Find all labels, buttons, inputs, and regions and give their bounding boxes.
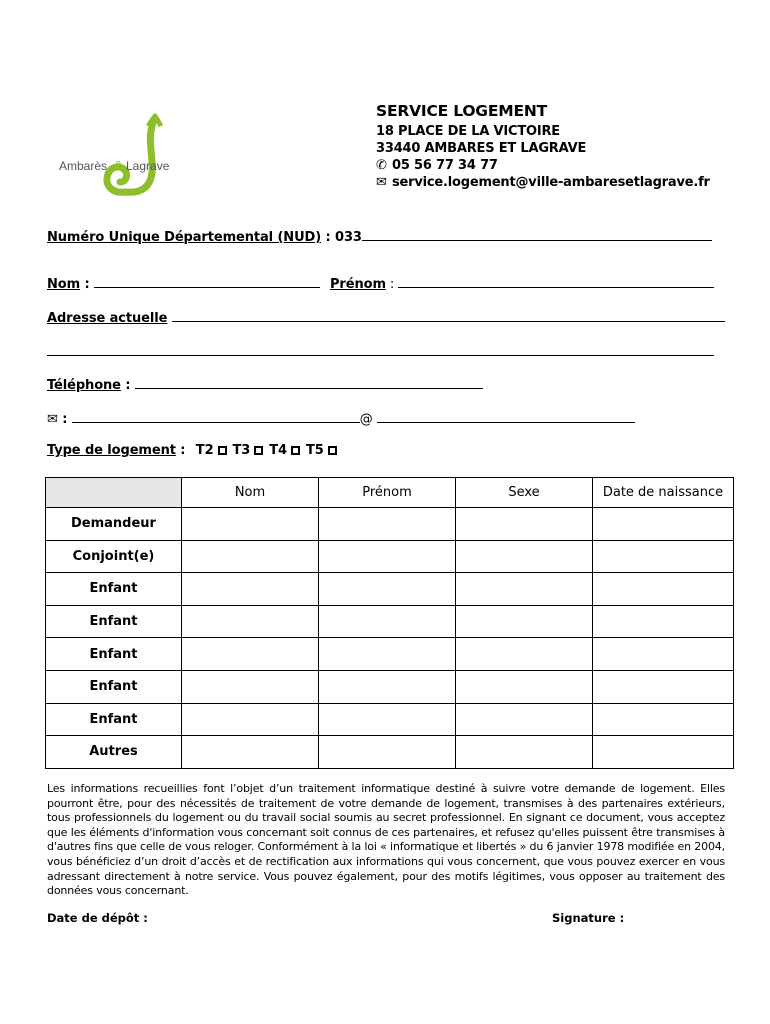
telephone-field: Téléphone : [47,376,483,393]
phone-icon: ✆ [376,158,387,173]
option-t3-label: T3 [232,443,251,458]
option-t4-label: T4 [269,443,287,458]
table-cell[interactable] [593,670,734,703]
table-header-row [46,478,734,508]
table-row [46,605,734,638]
type-logement-label: Type de logement [47,443,176,458]
table-cell[interactable] [593,736,734,769]
envelope-icon: ✉ [376,175,387,190]
email-field: ✉ : @ [47,410,635,427]
table-cell[interactable] [182,605,319,638]
adresse-input-line-2[interactable] [47,343,714,356]
table-cell[interactable] [456,573,593,606]
table-cell[interactable] [319,670,456,703]
table-row [46,540,734,573]
phone-number: 05 56 77 34 77 [392,158,498,173]
nom-label: Nom [47,277,81,292]
table-cell[interactable] [593,508,734,541]
table-cell[interactable] [319,508,456,541]
table-cell[interactable] [319,573,456,606]
phone-line [376,157,710,174]
table-cell[interactable] [182,703,319,736]
table-cell[interactable] [319,605,456,638]
service-header [376,103,710,191]
row-label: Enfant [46,703,182,736]
table-row [46,670,734,703]
table-cell[interactable] [456,703,593,736]
envelope-icon: ✉ [47,412,58,427]
option-t4-checkbox[interactable] [291,446,300,455]
logo-text-left: Ambarès [59,159,108,173]
table-cell[interactable] [593,605,734,638]
option-t2-checkbox[interactable] [218,446,227,455]
table-cell[interactable] [456,670,593,703]
table-cell[interactable] [593,703,734,736]
nud-prefix: : 033 [325,230,362,245]
table-cell[interactable] [319,736,456,769]
table-header-prenom: Prénom [319,478,456,508]
table-cell[interactable] [182,540,319,573]
row-label: Enfant [46,605,182,638]
option-t5-label: T5 [305,443,324,458]
adresse-field [47,309,725,326]
row-label: Enfant [46,638,182,671]
table-cell[interactable] [456,540,593,573]
prenom-field: Prénom : [330,275,714,292]
table-cell[interactable] [319,703,456,736]
email-user-input-line[interactable] [72,410,360,423]
table-cell[interactable] [593,540,734,573]
adresse-label: Adresse actuelle [47,311,168,326]
adresse-input-line-1[interactable] [172,309,725,322]
option-t3-checkbox[interactable] [254,446,263,455]
table-cell[interactable] [182,736,319,769]
table-cell[interactable] [182,670,319,703]
row-label: Enfant [46,670,182,703]
table-header-sexe: Sexe [456,478,593,508]
ambares-lagrave-logo [56,112,184,198]
email-line [376,174,710,191]
table-header-date-naissance: Date de naissance [593,478,734,508]
logo-text-right: Lagrave [126,159,170,173]
row-label: Demandeur [46,508,182,541]
nud-field [47,228,712,245]
row-label: Conjoint(e) [46,540,182,573]
table-row [46,508,734,541]
row-label: Enfant [46,573,182,606]
email-address: service.logement@ville-ambaresetlagrave.fr [392,175,710,190]
prenom-input-line[interactable] [398,275,714,288]
household-table [45,477,734,769]
table-cell[interactable] [319,638,456,671]
table-cell[interactable] [182,638,319,671]
address-line1: 18 PLACE DE LA VICTOIRE [376,124,560,139]
email-domain-input-line[interactable] [377,410,635,423]
logo-ampersand: & [114,158,123,173]
table-cell[interactable] [456,638,593,671]
address-line2: 33440 AMBARES ET LAGRAVE [376,141,587,156]
table-cell[interactable] [456,508,593,541]
table-cell[interactable] [182,573,319,606]
table-cell[interactable] [456,736,593,769]
nom-field: Nom : [47,275,320,292]
prenom-label: Prénom [330,277,386,292]
option-t2-label: T2 [195,443,214,458]
telephone-input-line[interactable] [135,376,483,389]
signature-label: Signature : [552,911,625,925]
table-cell[interactable] [319,540,456,573]
table-cell[interactable] [182,508,319,541]
email-at-sign: @ [359,412,373,427]
table-row [46,703,734,736]
row-label: Autres [46,736,182,769]
table-cell[interactable] [456,605,593,638]
table-row [46,736,734,769]
option-t5-checkbox[interactable] [328,446,337,455]
telephone-label: Téléphone [47,378,121,393]
nom-input-line[interactable] [94,275,320,288]
nud-input-line[interactable] [362,228,712,241]
table-row [46,573,734,606]
table-header-nom: Nom [182,478,319,508]
privacy-notice: Les informations recueillies font l’objet d’un traitement informatique destiné à suivre votre demande de logement. Elles pourront être, pour des nécessités de traitement de votre demande de logement, transmises à des partenaires extérieurs, tous professionnels du logement ou du travail social soumis au secret professionnel. En signant ce document, vous acceptez que les éléments d'information vous concernant soit connus de ces partenaires, et refusez qu'elles puissent être transmises à d'autres fins que celle de vous reloger. Conformément à la loi « informatique et libertés » du 6 janvier 1978 modifiée en 2004, vous bénéficiez d’un droit d’accès et de rectification aux informations qui vous concernent, que vous pouvez exercer en vous adressant directement à notre service. Vous pouvez également, pour des motifs légitimes, vous opposer au traitement des données vous concernant. [47,782,725,898]
table-cell[interactable] [593,638,734,671]
table-header-empty [46,478,182,508]
date-depot-label: Date de dépôt : [47,911,148,925]
service-title: SERVICE LOGEMENT [376,102,547,120]
nud-label: Numéro Unique Départemental (NUD) [47,230,322,245]
type-logement-field: Type de logement : T2 T3 T4 T5 [47,443,343,458]
table-cell[interactable] [593,573,734,606]
table-row [46,638,734,671]
